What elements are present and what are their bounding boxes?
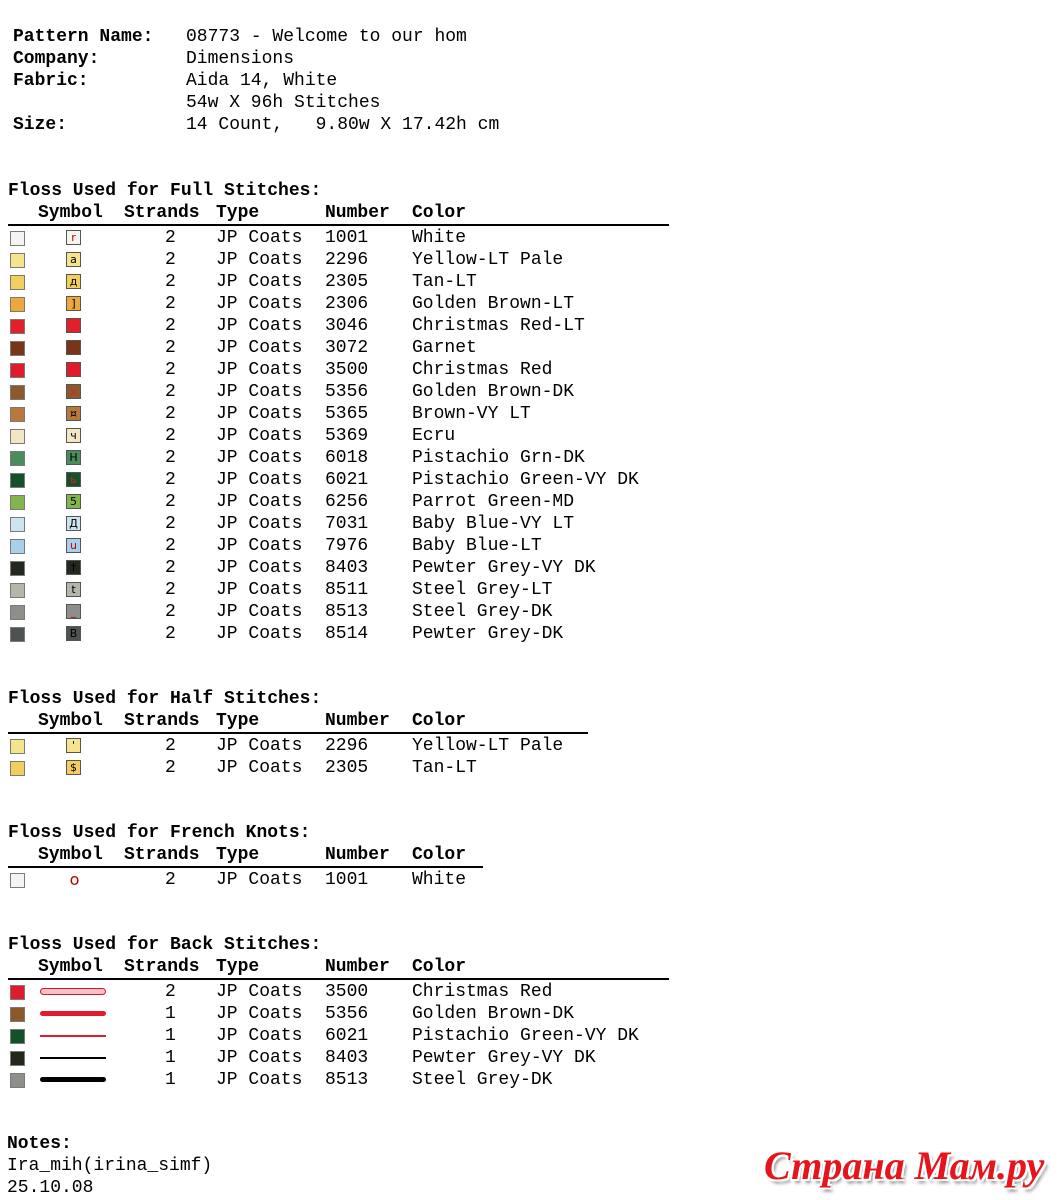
col-number: Number: [325, 845, 390, 865]
number-cell: 7031: [325, 514, 369, 534]
strands-cell: 2: [165, 492, 176, 512]
number-cell: 2306: [325, 294, 369, 314]
type-cell: JP Coats: [216, 360, 303, 380]
col-number: Number: [325, 957, 390, 977]
stitch-symbol: w: [66, 340, 81, 355]
strands-cell: 2: [165, 360, 176, 380]
table-row: [0, 1003, 700, 1025]
type-cell: JP Coats: [216, 382, 303, 402]
table-row: [0, 447, 700, 469]
stitch-symbol: †: [66, 560, 81, 575]
color-swatch: [10, 517, 25, 532]
stitch-symbol: В: [66, 626, 81, 641]
half-stitches-rule: [8, 732, 588, 734]
backstitch-line: [40, 1057, 106, 1059]
table-row: [0, 579, 700, 601]
type-cell: JP Coats: [216, 250, 303, 270]
number-cell: 3046: [325, 316, 369, 336]
table-row: [0, 557, 700, 579]
color-name-cell: Christmas Red-LT: [412, 316, 585, 336]
type-cell: JP Coats: [216, 870, 303, 890]
number-cell: 1001: [325, 870, 369, 890]
color-name-cell: Pewter Grey-DK: [412, 624, 564, 644]
strands-cell: 2: [165, 228, 176, 248]
color-swatch: [10, 873, 25, 888]
table-row: [0, 337, 700, 359]
stitch-symbol: s: [66, 362, 81, 377]
table-row: [0, 735, 700, 757]
number-cell: 8513: [325, 602, 369, 622]
strands-cell: 2: [165, 338, 176, 358]
type-cell: JP Coats: [216, 338, 303, 358]
table-row: [0, 469, 700, 491]
stitch-symbol: ¤: [66, 406, 81, 421]
type-cell: JP Coats: [216, 580, 303, 600]
type-cell: JP Coats: [216, 272, 303, 292]
type-cell: JP Coats: [216, 602, 303, 622]
color-name-cell: White: [412, 870, 467, 890]
table-row: [0, 227, 700, 249]
table-row: [0, 1069, 700, 1091]
notes-label: Notes:: [7, 1134, 72, 1154]
number-cell: 6018: [325, 448, 369, 468]
color-swatch: [10, 739, 25, 754]
size-label: Size:: [13, 115, 68, 135]
table-row: [0, 403, 700, 425]
stitch-symbol: r: [66, 230, 81, 245]
stitch-symbol: t: [66, 582, 81, 597]
color-swatch: [10, 985, 25, 1000]
number-cell: 3500: [325, 360, 369, 380]
number-cell: 3072: [325, 338, 369, 358]
color-swatch: [10, 1051, 25, 1066]
number-cell: 5369: [325, 426, 369, 446]
color-swatch: [10, 1007, 25, 1022]
number-cell: 2296: [325, 250, 369, 270]
strands-cell: 2: [165, 294, 176, 314]
type-cell: JP Coats: [216, 982, 303, 1002]
strands-cell: 2: [165, 272, 176, 292]
stitch-symbol: ь: [66, 472, 81, 487]
strands-cell: 1: [165, 1004, 176, 1024]
color-swatch: [10, 1029, 25, 1044]
table-row: [0, 601, 700, 623]
strands-cell: 2: [165, 580, 176, 600]
fabric-value: Aida 14, White: [186, 71, 338, 91]
number-cell: 2296: [325, 736, 369, 756]
color-swatch: [10, 539, 25, 554]
table-row: [0, 359, 700, 381]
backstitch-line: [40, 1011, 106, 1016]
type-cell: JP Coats: [216, 1048, 303, 1068]
color-swatch: [10, 605, 25, 620]
color-name-cell: Baby Blue-VY LT: [412, 514, 575, 534]
type-cell: JP Coats: [216, 1026, 303, 1046]
color-name-cell: Christmas Red: [412, 982, 553, 1002]
type-cell: JP Coats: [216, 736, 303, 756]
strands-cell: 2: [165, 536, 176, 556]
col-color: Color: [412, 203, 467, 223]
color-swatch: [10, 583, 25, 598]
color-swatch: [10, 473, 25, 488]
color-name-cell: White: [412, 228, 467, 248]
type-cell: JP Coats: [216, 558, 303, 578]
color-swatch: [10, 561, 25, 576]
col-strands: Strands: [124, 203, 200, 223]
color-swatch: [10, 341, 25, 356]
type-cell: JP Coats: [216, 758, 303, 778]
stitch-symbol: ]: [66, 296, 81, 311]
table-row: [0, 381, 700, 403]
number-cell: 6021: [325, 470, 369, 490]
col-symbol: Symbol: [38, 957, 103, 977]
company-label: Company:: [13, 49, 100, 69]
color-name-cell: Pistachio Green-VY DK: [412, 470, 639, 490]
table-row: [0, 315, 700, 337]
color-swatch: [10, 275, 25, 290]
strands-cell: 2: [165, 426, 176, 446]
full-stitches-rule: [8, 224, 669, 226]
number-cell: 2305: [325, 272, 369, 292]
table-row: [0, 535, 700, 557]
type-cell: JP Coats: [216, 228, 303, 248]
french-knots-title: Floss Used for French Knots:: [8, 823, 311, 843]
type-cell: JP Coats: [216, 514, 303, 534]
size-value: 14 Count, 9.80w X 17.42h cm: [186, 115, 500, 135]
color-name-cell: Steel Grey-DK: [412, 1070, 553, 1090]
color-name-cell: Pistachio Green-VY DK: [412, 1026, 639, 1046]
strands-cell: 2: [165, 736, 176, 756]
table-row: [0, 623, 700, 645]
stitch-symbol: $: [66, 760, 81, 775]
number-cell: 5365: [325, 404, 369, 424]
color-name-cell: Pistachio Grn-DK: [412, 448, 585, 468]
number-cell: 6256: [325, 492, 369, 512]
stitch-symbol: ': [66, 738, 81, 753]
col-type: Type: [216, 957, 260, 977]
full-stitches-title: Floss Used for Full Stitches:: [8, 181, 322, 201]
col-strands: Strands: [124, 957, 200, 977]
color-swatch: [10, 451, 25, 466]
table-row: [0, 513, 700, 535]
type-cell: JP Coats: [216, 624, 303, 644]
col-type: Type: [216, 203, 260, 223]
color-swatch: [10, 495, 25, 510]
color-name-cell: Golden Brown-DK: [412, 382, 575, 402]
strands-cell: 2: [165, 470, 176, 490]
strands-cell: 1: [165, 1048, 176, 1068]
color-name-cell: Pewter Grey-VY DK: [412, 558, 596, 578]
col-type: Type: [216, 711, 260, 731]
strands-cell: 2: [165, 558, 176, 578]
number-cell: 2305: [325, 758, 369, 778]
half-stitches-title: Floss Used for Half Stitches:: [8, 689, 322, 709]
table-row: [0, 757, 700, 779]
number-cell: 8403: [325, 1048, 369, 1068]
strands-cell: 1: [165, 1026, 176, 1046]
color-swatch: [10, 363, 25, 378]
color-swatch: [10, 385, 25, 400]
color-swatch: [10, 319, 25, 334]
stitch-symbol: _: [66, 604, 81, 619]
color-name-cell: Golden Brown-LT: [412, 294, 575, 314]
stitch-symbol: u: [66, 538, 81, 553]
table-row: [0, 981, 700, 1003]
stitch-symbol: x: [66, 384, 81, 399]
type-cell: JP Coats: [216, 1070, 303, 1090]
col-type: Type: [216, 845, 260, 865]
french-knot-symbol: o: [69, 870, 80, 889]
number-cell: 8514: [325, 624, 369, 644]
color-swatch: [10, 407, 25, 422]
color-swatch: [10, 297, 25, 312]
number-cell: 8403: [325, 558, 369, 578]
strands-cell: 2: [165, 316, 176, 336]
color-name-cell: Golden Brown-DK: [412, 1004, 575, 1024]
type-cell: JP Coats: [216, 294, 303, 314]
number-cell: 1001: [325, 228, 369, 248]
color-name-cell: Garnet: [412, 338, 477, 358]
color-name-cell: Steel Grey-DK: [412, 602, 553, 622]
color-swatch: [10, 1073, 25, 1088]
color-swatch: [10, 429, 25, 444]
stitch-symbol: Д: [66, 516, 81, 531]
type-cell: JP Coats: [216, 316, 303, 336]
type-cell: JP Coats: [216, 1004, 303, 1024]
col-symbol: Symbol: [38, 845, 103, 865]
site-watermark: Страна Мам.ру: [764, 1143, 1045, 1188]
strands-cell: 2: [165, 870, 176, 890]
color-name-cell: Christmas Red: [412, 360, 553, 380]
strands-cell: 2: [165, 448, 176, 468]
back-stitches-title: Floss Used for Back Stitches:: [8, 935, 322, 955]
col-color: Color: [412, 711, 467, 731]
strands-cell: 2: [165, 602, 176, 622]
backstitch-line: [40, 988, 106, 995]
stitch-symbol: a: [66, 252, 81, 267]
col-strands: Strands: [124, 845, 200, 865]
col-color: Color: [412, 957, 467, 977]
color-name-cell: Ecru: [412, 426, 456, 446]
pattern-name-value: 08773 - Welcome to our hom: [186, 27, 467, 47]
table-row: [0, 293, 700, 315]
backstitch-line: [40, 1035, 106, 1037]
color-name-cell: Baby Blue-LT: [412, 536, 542, 556]
french-knots-rule: [8, 866, 483, 868]
color-swatch: [10, 231, 25, 246]
number-cell: 5356: [325, 1004, 369, 1024]
stitch-symbol: д: [66, 274, 81, 289]
company-value: Dimensions: [186, 49, 295, 69]
stitch-symbol: ч: [66, 428, 81, 443]
number-cell: 8511: [325, 580, 369, 600]
stitch-symbol: 5: [66, 494, 81, 509]
notes-date: 25.10.08: [7, 1178, 94, 1198]
col-color: Color: [412, 845, 467, 865]
notes-author: Ira_mih(irina_simf): [7, 1156, 213, 1176]
type-cell: JP Coats: [216, 536, 303, 556]
stitch-count-value: 54w X 96h Stitches: [186, 93, 381, 113]
strands-cell: 2: [165, 624, 176, 644]
strands-cell: 2: [165, 514, 176, 534]
table-row: [0, 491, 700, 513]
color-name-cell: Yellow-LT Pale: [412, 736, 564, 756]
number-cell: 5356: [325, 382, 369, 402]
color-swatch: [10, 761, 25, 776]
table-row: [0, 249, 700, 271]
number-cell: 8513: [325, 1070, 369, 1090]
strands-cell: 1: [165, 1070, 176, 1090]
number-cell: 3500: [325, 982, 369, 1002]
color-name-cell: Brown-VY LT: [412, 404, 531, 424]
table-row: [0, 1047, 700, 1069]
table-row: [0, 869, 700, 891]
stitch-symbol: Н: [66, 450, 81, 465]
col-number: Number: [325, 203, 390, 223]
table-row: [0, 1025, 700, 1047]
strands-cell: 2: [165, 982, 176, 1002]
strands-cell: 2: [165, 250, 176, 270]
strands-cell: 2: [165, 758, 176, 778]
pattern-name-label: Pattern Name:: [13, 27, 154, 47]
color-name-cell: Tan-LT: [412, 758, 477, 778]
fabric-label: Fabric:: [13, 71, 89, 91]
type-cell: JP Coats: [216, 470, 303, 490]
type-cell: JP Coats: [216, 426, 303, 446]
backstitch-line: [40, 1077, 106, 1082]
color-name-cell: Pewter Grey-VY DK: [412, 1048, 596, 1068]
col-strands: Strands: [124, 711, 200, 731]
col-symbol: Symbol: [38, 203, 103, 223]
color-name-cell: Steel Grey-LT: [412, 580, 553, 600]
color-name-cell: Tan-LT: [412, 272, 477, 292]
color-name-cell: Yellow-LT Pale: [412, 250, 564, 270]
strands-cell: 2: [165, 382, 176, 402]
color-swatch: [10, 627, 25, 642]
table-row: [0, 271, 700, 293]
type-cell: JP Coats: [216, 492, 303, 512]
number-cell: 7976: [325, 536, 369, 556]
col-number: Number: [325, 711, 390, 731]
strands-cell: 2: [165, 404, 176, 424]
col-symbol: Symbol: [38, 711, 103, 731]
color-swatch: [10, 253, 25, 268]
type-cell: JP Coats: [216, 448, 303, 468]
back-stitches-rule: [8, 978, 669, 980]
number-cell: 6021: [325, 1026, 369, 1046]
table-row: [0, 425, 700, 447]
color-name-cell: Parrot Green-MD: [412, 492, 575, 512]
type-cell: JP Coats: [216, 404, 303, 424]
stitch-symbol: /: [66, 318, 81, 333]
